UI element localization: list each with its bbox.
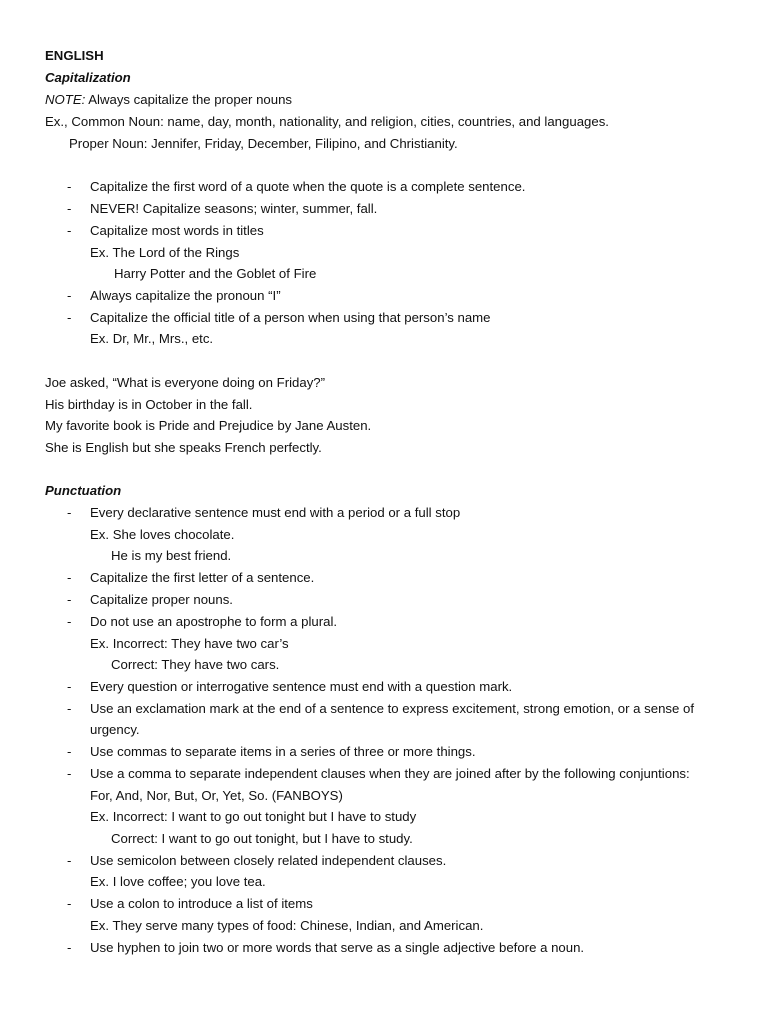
bullet-marker: - [67,940,72,955]
bullet-marker: - [67,853,72,868]
list-item-continuation: urgency. [90,722,140,737]
section-title-punctuation: Punctuation [45,483,122,498]
example-sentence: My favorite book is Pride and Prejudice by Jane Austen. [45,418,372,433]
list-item: Use an exclamation mark at the end of a sentence to express excitement, strong emotion, or a sense of [90,701,695,716]
list-item-example: Ex. Dr, Mr., Mrs., etc. [90,331,214,346]
bullet-marker: - [67,223,72,238]
bullet-marker: - [67,701,72,716]
list-item-example: Correct: I want to go out tonight, but I have to study. [111,831,413,846]
example-sentence: Joe asked, “What is everyone doing on Friday?” [45,375,326,390]
note-line [45,92,292,108]
list-item: Use commas to separate items in a series of three or more things. [90,744,476,759]
bullet-marker: - [67,570,72,585]
list-item-example: Harry Potter and the Goblet of Fire [114,266,317,281]
bullet-marker: - [67,896,72,911]
list-item-example: Ex. She loves chocolate. [90,527,235,542]
list-item-example: Ex. They serve many types of food: Chinese, Indian, and American. [90,918,484,933]
list-item-example: Ex. The Lord of the Rings [90,245,240,260]
list-item-continuation: For, And, Nor, But, Or, Yet, So. (FANBOYS) [90,788,343,803]
list-item: Capitalize the official title of a person when using that person’s name [90,310,491,325]
example-sentence: She is English but she speaks French perfectly. [45,440,322,455]
list-item-example: Ex. I love coffee; you love tea. [90,874,266,889]
bullet-marker: - [67,179,72,194]
list-item-example: He is my best friend. [111,548,232,563]
note-text: Always capitalize the proper nouns [85,92,293,107]
bullet-marker: - [67,201,72,216]
list-item: Every question or interrogative sentence must end with a question mark. [90,679,513,694]
list-item: Capitalize proper nouns. [90,592,233,607]
list-item: Capitalize the first letter of a sentence. [90,570,315,585]
bullet-marker: - [67,310,72,325]
bullet-marker: - [67,766,72,781]
list-item: Every declarative sentence must end with a period or a full stop [90,505,461,520]
bullet-marker: - [67,592,72,607]
list-item: Use a comma to separate independent clauses when they are joined after by the following conjuntions: [90,766,690,781]
example-sentence: His birthday is in October in the fall. [45,397,253,412]
document-heading: ENGLISH [45,48,104,63]
list-item: Use semicolon between closely related independent clauses. [90,853,447,868]
bullet-marker: - [67,505,72,520]
common-noun-line: Ex., Common Noun: name, day, month, nationality, and religion, cities, countries, and languages. [45,114,609,129]
proper-noun-line: Proper Noun: Jennifer, Friday, December, Filipino, and Christianity. [69,136,458,151]
list-item: Always capitalize the pronoun “I” [90,288,281,303]
list-item: Capitalize most words in titles [90,223,264,238]
section-title-capitalization: Capitalization [45,70,131,85]
bullet-marker: - [67,288,72,303]
bullet-marker: - [67,614,72,629]
bullet-marker: - [67,744,72,759]
list-item: Use hyphen to join two or more words that serve as a single adjective before a noun. [90,940,585,955]
list-item: Use a colon to introduce a list of items [90,896,313,911]
list-item: Capitalize the first word of a quote when the quote is a complete sentence. [90,179,526,194]
list-item-example: Ex. Incorrect: They have two car’s [90,636,289,651]
bullet-marker: - [67,679,72,694]
list-item: NEVER! Capitalize seasons; winter, summer, fall. [90,201,378,216]
list-item: Do not use an apostrophe to form a plural. [90,614,338,629]
list-item-example: Correct: They have two cars. [111,657,280,672]
list-item-example: Ex. Incorrect: I want to go out tonight but I have to study [90,809,417,824]
note-label: NOTE: [45,92,86,107]
